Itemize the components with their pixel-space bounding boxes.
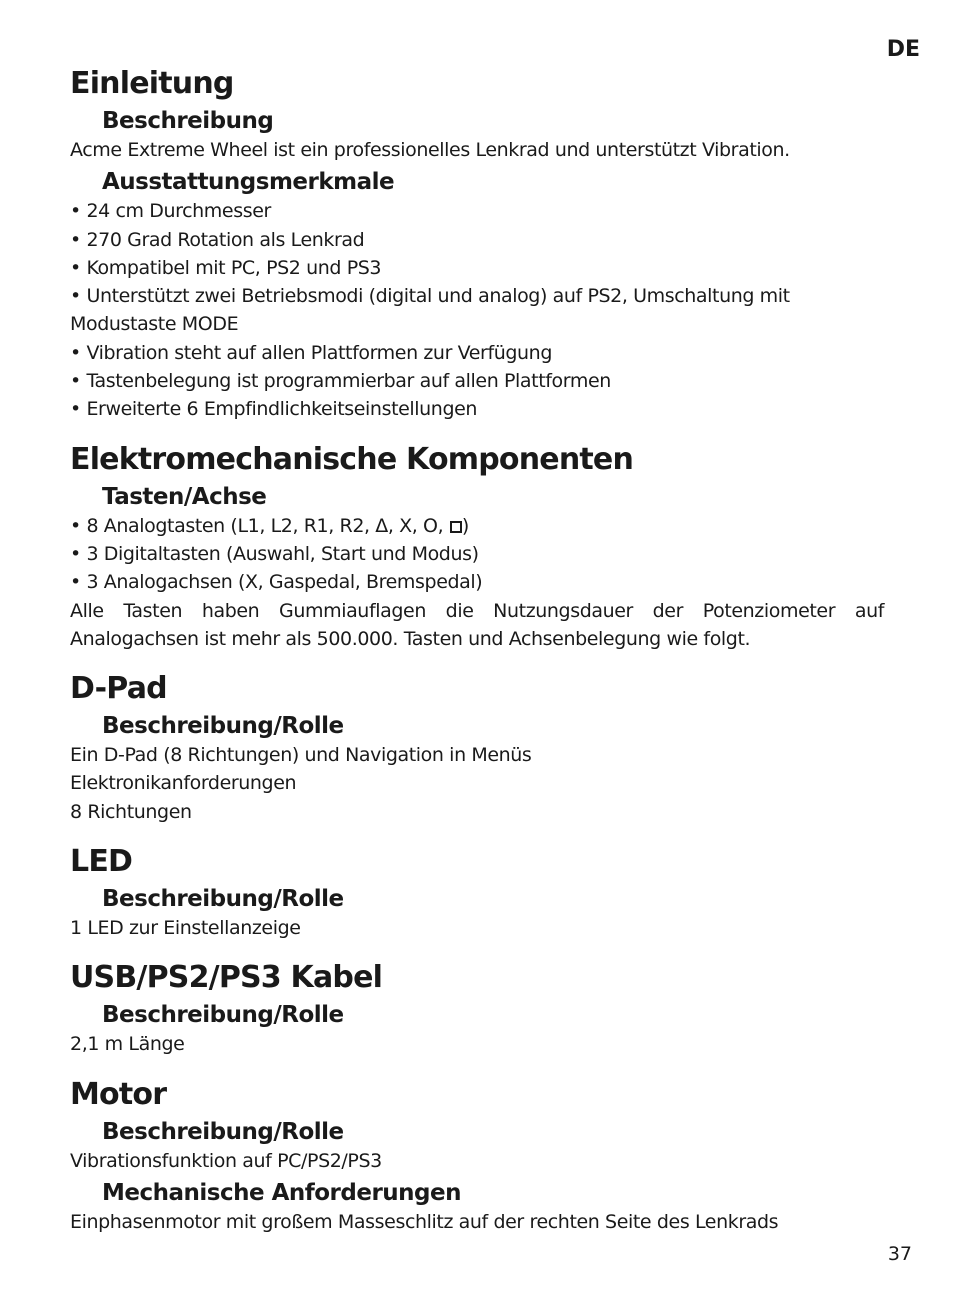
- body-paragraph: Alle Tasten haben Gummiauflagen die Nutzungsdauer der Potenziometer auf Analogachsen ist mehr als 500.000. Tasten und Achsenbelegung wie folgt.: [70, 599, 884, 650]
- description-text: 8 Richtungen: [70, 800, 192, 823]
- section-title: USB/PS2/PS3 Kabel: [70, 960, 383, 996]
- list-item: • Tastenbelegung ist programmierbar auf allen Plattformen: [70, 370, 611, 393]
- list-item-text: ): [461, 514, 469, 537]
- subsection-heading: Mechanische Anforderungen: [102, 1179, 461, 1206]
- section-d-pad: [70, 667, 884, 826]
- section-title: Motor: [70, 1076, 167, 1112]
- list-item: • 3 Analogachsen (X, Gaspedal, Bremspedal): [70, 571, 483, 594]
- section-title: Elektromechanische Komponenten: [70, 441, 634, 477]
- section-einleitung: [70, 62, 884, 424]
- list-item: • Kompatibel mit PC, PS2 und PS3: [70, 256, 382, 279]
- list-item: • 270 Grad Rotation als Lenkrad: [70, 228, 365, 251]
- subsection-heading: Beschreibung: [102, 108, 274, 134]
- document-body: [70, 62, 884, 1236]
- section-led: [70, 840, 884, 942]
- section-title: Einleitung: [70, 66, 234, 101]
- description-text: Ein D-Pad (8 Richtungen) und Navigation in Menüs: [70, 744, 532, 767]
- subsection-heading: Beschreibung/Rolle: [102, 713, 344, 740]
- subsection-heading: Beschreibung/Rolle: [102, 1118, 344, 1145]
- description-text: 2,1 m Länge: [70, 1033, 185, 1056]
- subsection-heading: Beschreibung/Rolle: [102, 886, 344, 913]
- list-item: • 24 cm Durchmesser: [70, 200, 271, 223]
- section-title: D-Pad: [70, 671, 167, 707]
- description-text: Acme Extreme Wheel ist ein professionelles Lenkrad und unterstützt Vibration.: [70, 139, 790, 161]
- square-button-icon: [450, 521, 462, 533]
- section-motor: [70, 1073, 884, 1237]
- page-number: 37: [887, 1243, 912, 1265]
- section-title: LED: [70, 844, 133, 880]
- list-item: • 3 Digitaltasten (Auswahl, Start und Modus): [70, 542, 479, 565]
- list-item: • Vibration steht auf allen Plattformen zur Verfügung: [70, 341, 552, 364]
- description-text: 1 LED zur Einstellanzeige: [70, 917, 301, 940]
- subsection-heading: Tasten/Achse: [102, 483, 267, 510]
- description-text: Einphasenmotor mit großem Masseschlitz auf der rechten Seite des Lenkrads: [70, 1210, 779, 1233]
- section-usb-kabel: [70, 956, 884, 1058]
- language-label: DE: [886, 37, 920, 62]
- list-item: [70, 512, 884, 540]
- list-item-text: • 8 Analogtasten (L1, L2, R1, R2, Δ, X, O,: [70, 514, 444, 537]
- list-item: • Erweiterte 6 Empfindlichkeitseinstellungen: [70, 398, 478, 421]
- description-text: Elektronikanforderungen: [70, 772, 297, 795]
- subsection-heading: Ausstattungsmerkmale: [102, 169, 395, 196]
- subsection-heading: Beschreibung/Rolle: [102, 1002, 344, 1029]
- list-item: • Unterstützt zwei Betriebsmodi (digital und analog) auf PS2, Umschaltung mit Modustaste MODE: [70, 285, 790, 336]
- description-text: Vibrationsfunktion auf PC/PS2/PS3: [70, 1149, 382, 1172]
- section-elektromechanische-komponenten: [70, 438, 884, 653]
